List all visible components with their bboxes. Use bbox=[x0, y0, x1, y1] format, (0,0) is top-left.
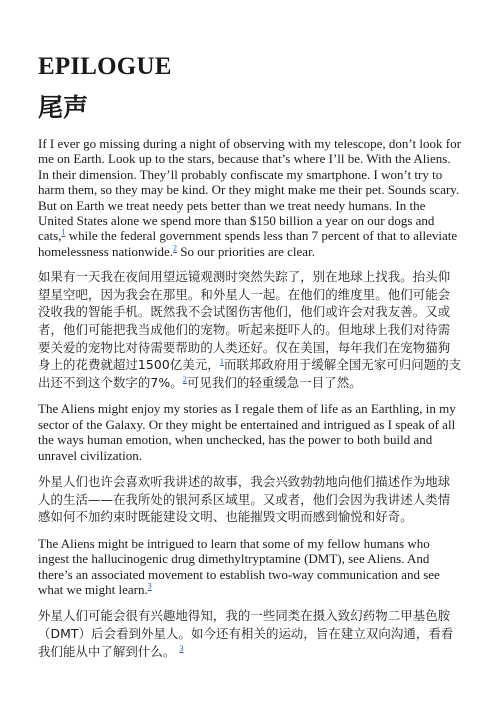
footnote-link[interactable]: 3 bbox=[179, 643, 184, 653]
paragraph-text: 外星人们也许会喜欢听我讲述的故事，我会兴致勃勃地向他们描述作为地球人的生活——在我所处的银河系区域里。又或者，他们会因为我讲述人类情感如何不加约束时既能建设文明、也能摧毁文明而感到愉悦和好奇。 bbox=[38, 474, 451, 525]
paragraph-english-2 bbox=[38, 401, 462, 463]
paragraph-text: 如果有一天我在夜间用望远镜观测时突然失踪了，别在地球上找我。抬头仰望星空吧，因为我会在那里。和外星人一起。在他们的维度里。他们可能会没收我的智能手机。既然我不会试图伤害他们，他们或许会对我友善。又或者，他们可能把我当成他们的宠物。听起来挺吓人的。但地球上我们对待需要关爱的宠物比对待需要帮助的人类还好。仅在美国，每年我们在宠物猫狗身上的花费就超过1500亿美元， bbox=[38, 269, 451, 373]
paragraph-text: 而联邦政府用于缓解全国无家可归问题的支出还不到这个数字的7%。 bbox=[38, 357, 462, 390]
paragraph-chinese-2 bbox=[38, 473, 462, 526]
paragraph-english-3 bbox=[38, 536, 462, 598]
paragraph-text: The Aliens might be intrigued to learn that some of my fellow humans who ingest the hallucinogenic drug dimethyltryptamine (DMT), see Aliens. And there’s an associated movement to establish two-way communication and see what we might learn. bbox=[38, 535, 440, 598]
paragraph-text: If I ever go missing during a night of observing with my telescope, don’t look for me on Earth. Look up to the stars, because that’s where I’ll be. With the Aliens. In their dimension. They’ll probably confiscate my smartphone. I won’t try to harm them, so they may be kind. Or they might make me their pet. Sounds scary. But on Earth we treat needy pets better than we treat needy humans. In the United States alone we spend more than $150 billion a year on our dogs and cats, bbox=[38, 136, 461, 244]
footnote-link[interactable]: 1 bbox=[61, 228, 66, 238]
paragraph-text: while the federal government spends less than 7 percent of that to alleviate homelessness nationwide. bbox=[38, 228, 458, 259]
paragraph-text: The Aliens might enjoy my stories as I regale them of life as an Earthling, in my sector of the Galaxy. Or they might be entertained and intrigued as I speak of all the ways human emotion, when unchecked, has the power to both build and unravel civilization. bbox=[38, 401, 456, 463]
footnote-link[interactable]: 2 bbox=[182, 374, 187, 384]
footnote-link[interactable]: 3 bbox=[147, 581, 152, 591]
paragraph-text: So our priorities are clear. bbox=[177, 243, 315, 259]
footnote-link[interactable]: 1 bbox=[219, 357, 224, 367]
paragraph-chinese-1 bbox=[38, 268, 462, 391]
chapter-title-english: EPILOGUE bbox=[38, 53, 172, 80]
footnote-link[interactable]: 2 bbox=[173, 243, 178, 253]
epilogue-page bbox=[38, 52, 462, 660]
paragraph-english-1 bbox=[38, 136, 462, 259]
paragraph-chinese-3 bbox=[38, 607, 462, 660]
chapter-title-chinese: 尾声 bbox=[38, 93, 89, 122]
paragraph-text: 可见我们的轻重缓急一目了然。 bbox=[186, 374, 362, 390]
paragraph-text: 外星人们可能会很有兴趣地得知，我的一些同类在摄入致幻药物二甲基色胺（DMT）后会看到外星人。如今还有相关的运动，旨在建立双向沟通，看看我们能从中了解到什么。 bbox=[38, 608, 454, 659]
